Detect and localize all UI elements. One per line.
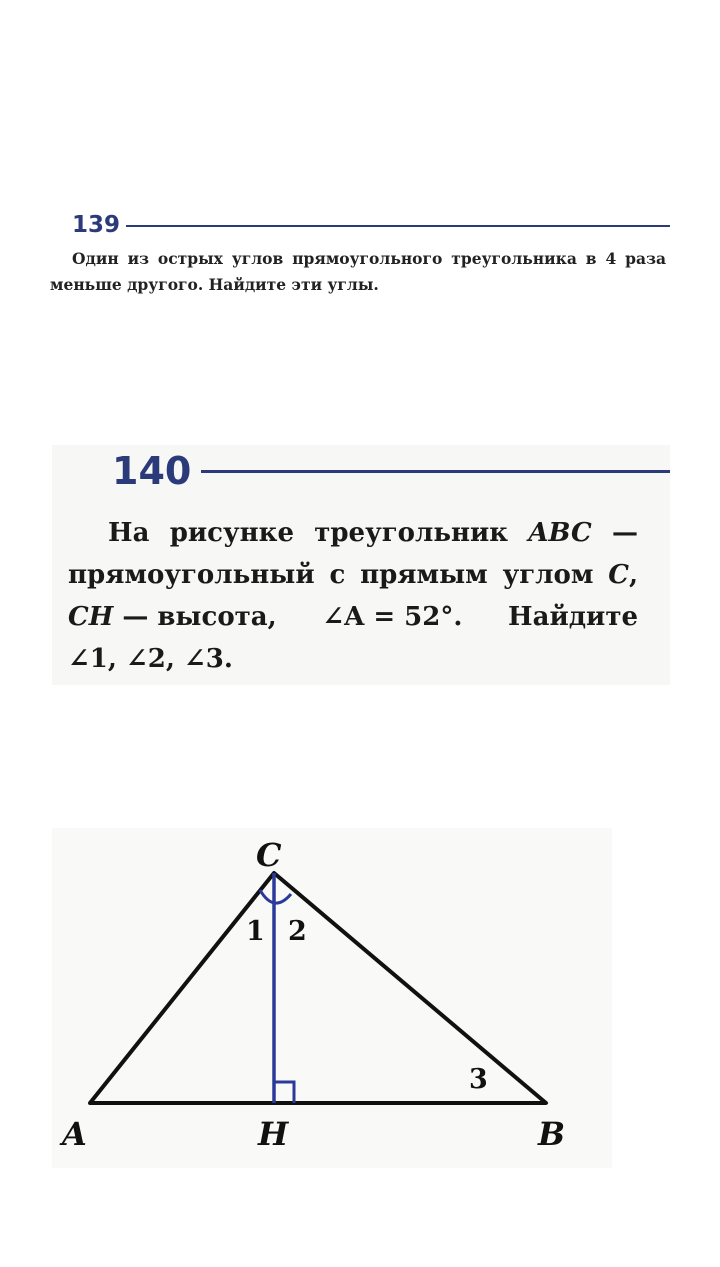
line-3-left [68, 596, 277, 638]
vertex-label-b: B [538, 1115, 566, 1153]
problem-140-header [112, 449, 670, 493]
angle-label-2: 2 [288, 916, 307, 947]
triangle-name: ABC [528, 518, 592, 548]
problem-140-number: 140 [112, 449, 192, 493]
line-3-mid: — высота, [113, 602, 277, 632]
problem-140-line-4: ∠1, ∠2, ∠3. [68, 644, 233, 674]
figure-background [52, 828, 612, 1168]
line-2-prefix: прямоугольный с прямым углом [68, 560, 609, 590]
problem-139-rule [126, 225, 670, 227]
line-1-prefix: На рисунке треугольник [108, 518, 529, 548]
vertex-label-a: A [62, 1115, 87, 1153]
line-1-suffix: — [591, 518, 638, 548]
altitude-name: CH [68, 602, 114, 632]
problem-140-text [68, 512, 638, 680]
problem-140-line-3 [68, 596, 638, 638]
triangle-figure [52, 828, 612, 1168]
problem-139-text: Один из острых углов прямоугольного треугольника в 4 раза меньше другого. Найдите эти углы. [50, 249, 666, 294]
problem-139-number: 139 [72, 212, 121, 238]
vertex-label-h: H [258, 1115, 289, 1153]
problem-140-rule [201, 470, 670, 473]
problem-140-line-2 [68, 554, 638, 596]
vertex-label-c: C [256, 836, 282, 874]
line-2-suffix: , [628, 560, 638, 590]
angle-label-3: 3 [469, 1064, 488, 1095]
problem-140-line-1 [68, 512, 638, 554]
find-word: Найдите [508, 602, 638, 632]
angle-label-1: 1 [246, 916, 265, 947]
right-angle-vertex: C [608, 560, 629, 590]
given-angle: ∠A = 52°. [322, 602, 463, 632]
problem-139-header [72, 214, 670, 237]
